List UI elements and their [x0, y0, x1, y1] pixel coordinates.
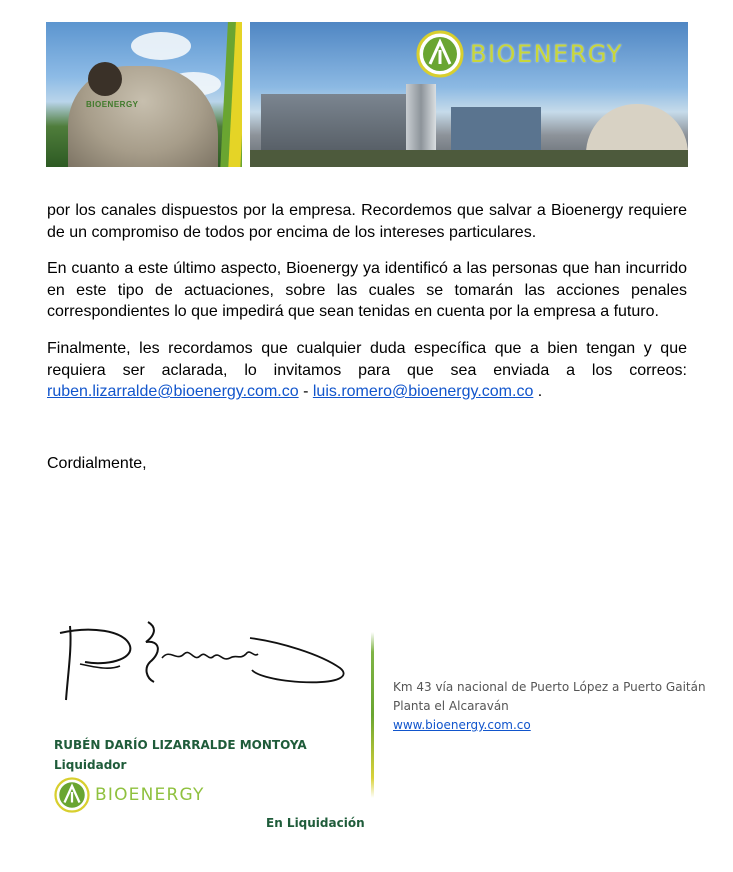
- website-link[interactable]: www.bioenergy.com.co: [393, 718, 531, 732]
- paragraph-3-text: Finalmente, les recordamos que cualquier duda específica que a bien tengan y que requiera ser aclarada, lo invitamos para que sea enviada a los correos:: [47, 340, 687, 379]
- signature-divider: [371, 632, 374, 798]
- email-link-luis[interactable]: luis.romero@bioenergy.com.co: [312, 383, 534, 400]
- signatory-role: Liquidador: [54, 758, 127, 772]
- signatory-name: RUBÉN DARÍO LIZARRALDE MONTOYA: [54, 738, 307, 752]
- body-paragraph-1: por los canales dispuestos por la empresa. Recordemos que salvar a Bioenergy requiere de un compromiso de todos por encima de los intereses particulares.: [47, 202, 687, 241]
- cloud-shape: [131, 32, 191, 60]
- banner-ground: [250, 150, 688, 167]
- signature-logo: [54, 777, 205, 813]
- closing-salutation: Cordialmente,: [47, 455, 147, 472]
- address-line-2: Planta el Alcaraván: [393, 699, 509, 713]
- email-link-ruben[interactable]: ruben.lizarralde@bioenergy.com.co: [47, 383, 299, 400]
- handwritten-signature: [50, 618, 360, 718]
- company-status: En Liquidación: [266, 816, 365, 830]
- header-logo: [416, 30, 623, 78]
- banner-white-stripe: [242, 22, 250, 167]
- header-banner: [46, 22, 688, 167]
- signature-logo-text: BIOENERGY: [95, 785, 205, 805]
- body-paragraph-3: [47, 338, 687, 403]
- banner-worker-head: [88, 62, 122, 96]
- header-logo-text: BIOENERGY: [470, 40, 623, 68]
- end-period: .: [537, 383, 543, 400]
- worker-shirt-logo: BIOENERGY: [86, 100, 139, 109]
- address-line-1: Km 43 vía nacional de Puerto López a Puerto Gaitán: [393, 680, 706, 694]
- bioenergy-logo-icon: [416, 30, 464, 78]
- email-separator: -: [303, 383, 309, 400]
- body-paragraph-2: En cuanto a este último aspecto, Bioenergy ya identificó a las personas que han incurrido en este tipo de actuaciones, sobre las cuales se tomarán las acciones penales correspondientes lo que impedirá que sean tenidas en cuenta por la empresa a futuro.: [47, 260, 687, 320]
- bioenergy-logo-icon: [54, 777, 90, 813]
